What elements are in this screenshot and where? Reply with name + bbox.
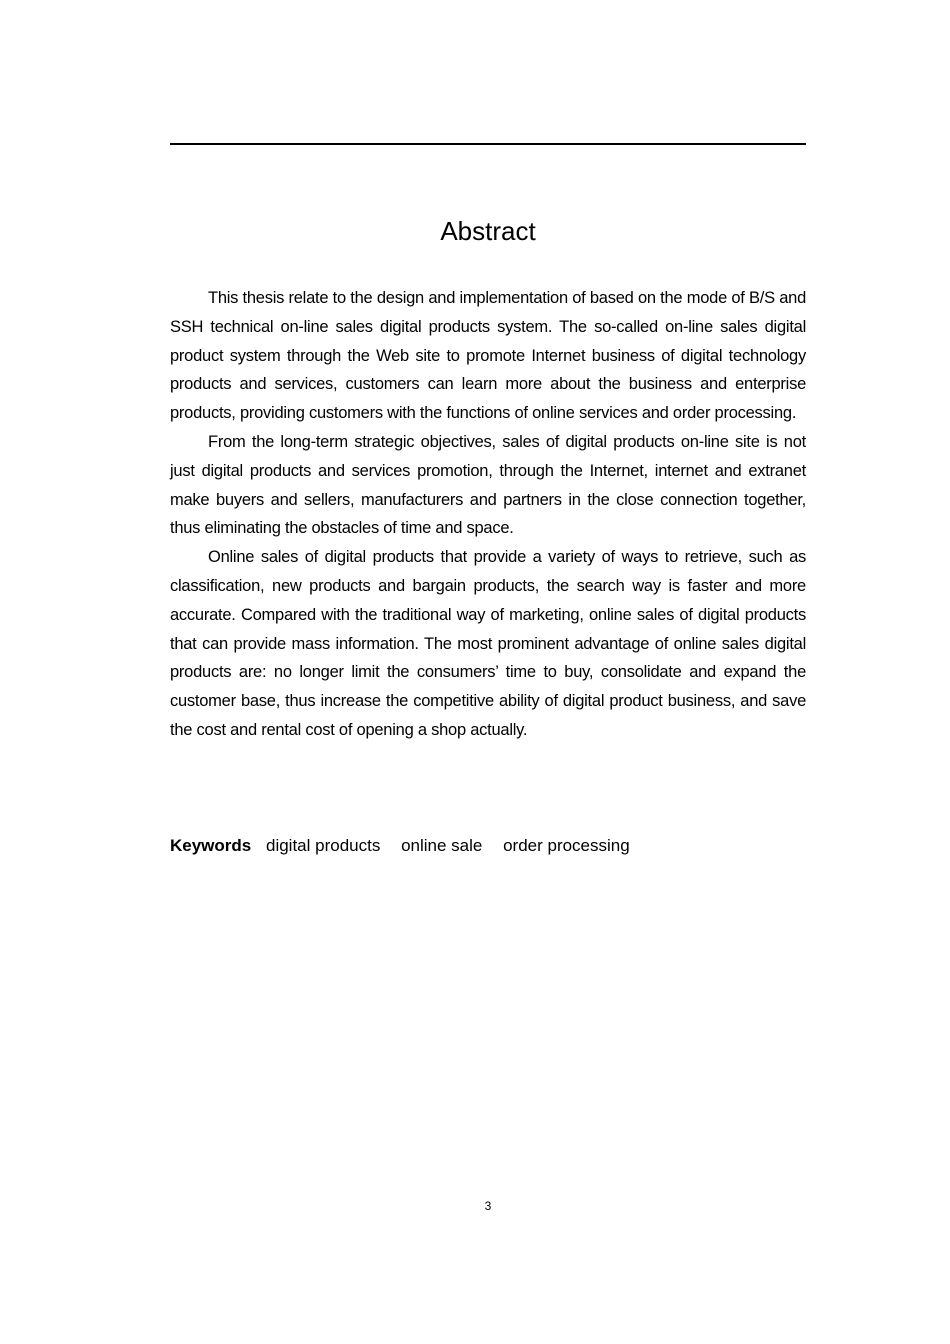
keywords-label: Keywords bbox=[170, 836, 252, 855]
keyword-item: order processing bbox=[503, 836, 630, 855]
abstract-paragraph: This thesis relate to the design and implementation of based on the mode of B/S and SSH technical on-line sales digital products system. The so-called on-line sales digital product system through the Web site to promote Internet business of digital technology products and services, customers can learn more about the business and enterprise products, providing customers with the functions of online services and order processing. bbox=[170, 289, 806, 423]
header-rule bbox=[170, 143, 806, 145]
keywords-line bbox=[170, 832, 806, 860]
page-title: Abstract bbox=[440, 216, 536, 246]
abstract-body bbox=[170, 284, 806, 745]
page-number: 3 bbox=[484, 1199, 492, 1213]
keyword-item: digital products bbox=[265, 836, 381, 855]
keyword-item: online sale bbox=[401, 836, 483, 855]
abstract-paragraph: From the long-term strategic objectives, sales of digital products on-line site is not just digital products and services promotion, through the Internet, internet and extranet make buyers and sellers, manufacturers and partners in the close connection together, thus eliminating the obstacles of time and space. bbox=[170, 432, 806, 538]
abstract-paragraph: Online sales of digital products that provide a variety of ways to retrieve, such as classification, new products and bargain products, the search way is faster and more accurate. Compared with the traditional way of marketing, online sales of digital products that can provide mass information. The most prominent advantage of online sales digital products are: no longer limit the consumers’ time to buy, consolidate and expand the customer base, thus increase the competitive ability of digital product business, and save the cost and rental cost of opening a shop actually. bbox=[170, 548, 806, 739]
